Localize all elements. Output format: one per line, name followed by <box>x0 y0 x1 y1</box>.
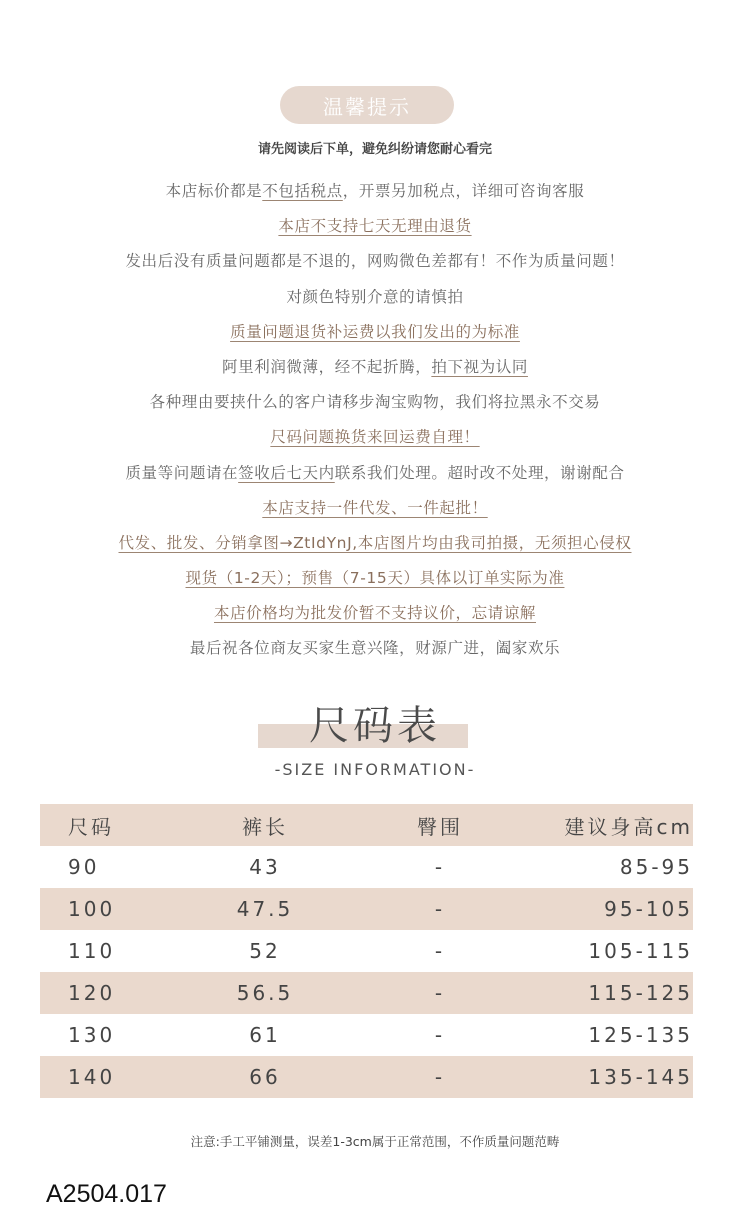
notice-line <box>0 315 750 350</box>
cell-hip: - <box>434 981 446 1005</box>
notice-underlined-text: 质量问题退货补运费以我们发出的为标准 <box>230 322 520 341</box>
cell-size: 140 <box>68 1065 116 1089</box>
notice-line <box>0 596 750 631</box>
table-row <box>40 930 693 972</box>
notice-underlined-text: 代发、批发、分销拿图→ZtIdYnJ,本店图片均由我司拍摄，无须担心侵权 <box>118 533 632 552</box>
size-table-header <box>40 804 693 846</box>
header-hip: 臀围 <box>417 814 463 839</box>
notice-line <box>0 456 750 491</box>
cell-length: 61 <box>249 1023 281 1047</box>
notice-underlined-text: 本店不支持七天无理由退货 <box>278 217 472 236</box>
measurement-note: 注意:手工平铺测量，误差1-3cm属于正常范围，不作质量问题范畴 <box>190 1134 560 1149</box>
cell-height: 115-125 <box>588 981 693 1005</box>
header-size: 尺码 <box>68 814 114 839</box>
cell-length: 43 <box>249 855 281 879</box>
notice-line <box>0 209 750 244</box>
size-chart-subtitle: -SIZE INFORMATION- <box>274 760 476 779</box>
cell-length: 52 <box>249 939 281 963</box>
cell-size: 120 <box>68 981 116 1005</box>
table-row <box>40 1056 693 1098</box>
cell-length: 66 <box>249 1065 281 1089</box>
notice-text: 各种理由要挟什么的客户请移步淘宝购物，我们将拉黑永不交易 <box>149 393 601 412</box>
notice-list <box>0 174 750 667</box>
header-height: 建议身高cm <box>564 814 693 839</box>
notice-badge: 温馨提示 <box>280 86 454 124</box>
notice-underlined-text: 不包括税点 <box>262 182 343 200</box>
cell-length: 47.5 <box>236 897 294 921</box>
notice-text: 最后祝各位商友买家生意兴隆，财源广进，阖家欢乐 <box>189 639 561 658</box>
notice-underlined-text: 本店支持一件代发、一件起批！ <box>262 498 488 517</box>
table-row <box>40 972 693 1014</box>
header-length: 裤长 <box>242 814 288 839</box>
notice-underlined-text: 签收后七天内 <box>238 463 335 482</box>
notice-line <box>0 244 750 279</box>
cell-size: 90 <box>68 855 100 879</box>
cell-hip: - <box>434 1065 446 1089</box>
cell-size: 100 <box>68 897 116 921</box>
notice-underlined-text: 现货（1-2天）；预售（7-15天）具体以订单实际为准 <box>185 569 565 588</box>
cell-height: 125-135 <box>588 1023 693 1047</box>
notice-underlined-text: 尺码问题换货来回运费自理！ <box>270 428 480 447</box>
notice-text: 质量等问题请在 <box>125 463 239 482</box>
cell-height: 85-95 <box>619 855 693 879</box>
notice-line <box>0 491 750 526</box>
cell-length: 56.5 <box>236 981 294 1005</box>
notice-line <box>0 526 750 561</box>
notice-line <box>0 385 750 420</box>
cell-height: 95-105 <box>604 897 693 921</box>
cell-size: 130 <box>68 1023 116 1047</box>
cell-hip: - <box>434 1023 446 1047</box>
notice-underlined-text: 拍下视为认同 <box>431 357 528 376</box>
cell-hip: - <box>434 897 446 921</box>
notice-line <box>0 631 750 666</box>
notice-text: ，开票另加税点，详细可咨询客服 <box>342 182 585 200</box>
notice-line <box>0 280 750 315</box>
table-row <box>40 888 693 930</box>
cell-height: 105-115 <box>588 939 693 963</box>
product-code: A2504.017 <box>46 1180 167 1208</box>
notice-text: 阿里利润微薄，经不起折腾， <box>222 357 432 376</box>
size-table <box>40 804 693 1098</box>
notice-line <box>0 561 750 596</box>
notice-subtitle: 请先阅读后下单，避免纠纷请您耐心看完 <box>257 142 492 157</box>
table-row <box>40 1014 693 1056</box>
notice-text: 发出后没有质量问题都是不退的，网购微色差都有！不作为质量问题！ <box>125 252 625 271</box>
table-row <box>40 846 693 888</box>
size-chart-title: 尺码表 <box>309 703 441 749</box>
notice-text: 对颜色特别介意的请慎拍 <box>286 287 464 306</box>
cell-hip: - <box>434 855 446 879</box>
notice-line <box>0 174 750 209</box>
notice-underlined-text: 本店价格均为批发价暂不支持议价，忘请谅解 <box>213 604 536 623</box>
cell-height: 135-145 <box>588 1065 693 1089</box>
notice-line <box>0 420 750 455</box>
cell-hip: - <box>434 939 446 963</box>
notice-text: 本店标价都是 <box>165 182 263 200</box>
notice-text: 联系我们处理。超时改不处理，谢谢配合 <box>334 463 625 482</box>
cell-size: 110 <box>68 939 116 963</box>
notice-line <box>0 350 750 385</box>
